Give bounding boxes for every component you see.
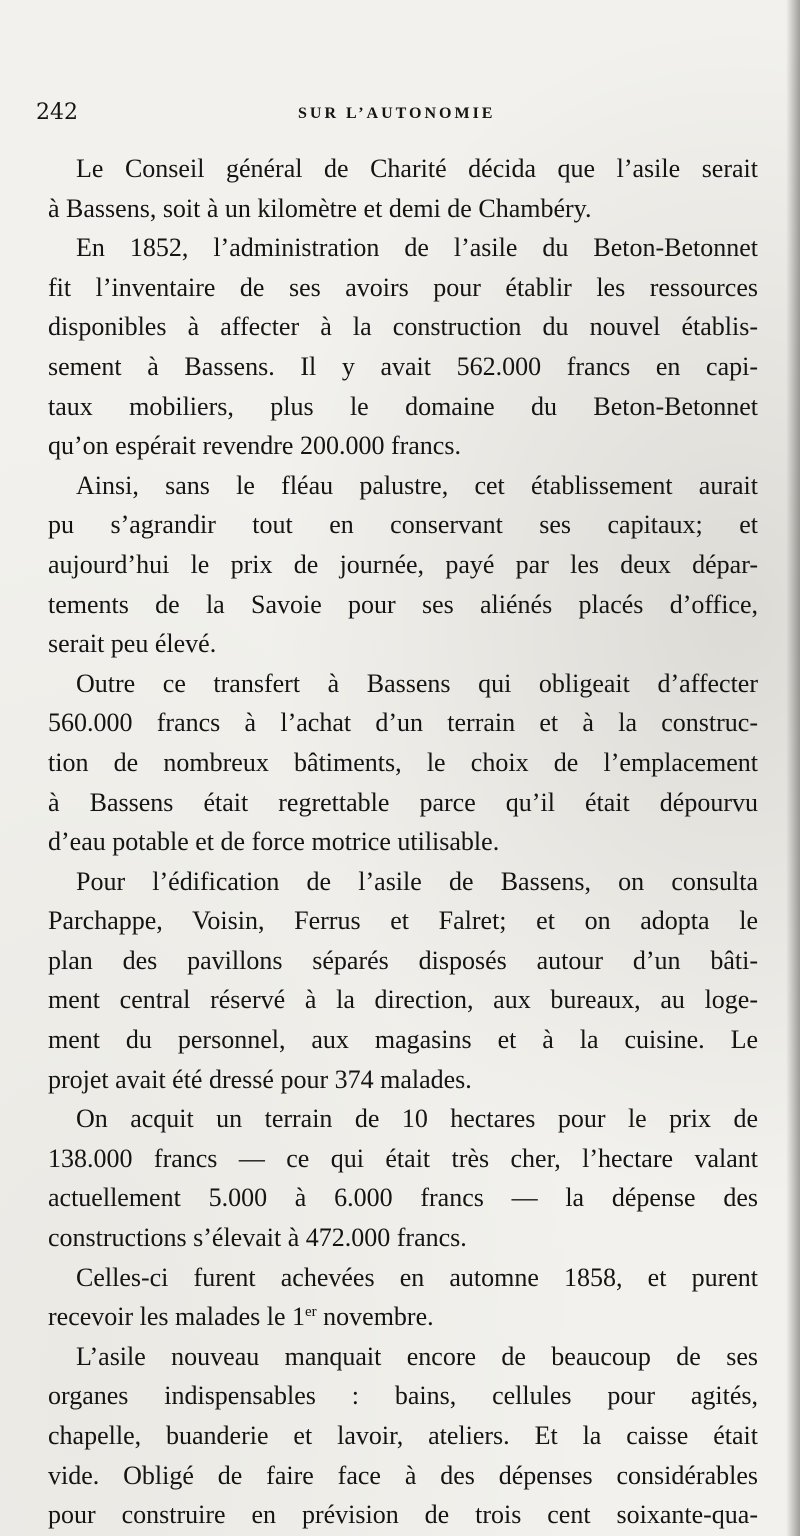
text-line xyxy=(48,862,758,902)
text-line-content: fit l’inventaire de ses avoirs pour établir les ressources xyxy=(48,272,758,302)
page-gutter-shadow xyxy=(786,0,800,1536)
text-line xyxy=(48,664,758,704)
text-line-content: L’asile nouveau manquait encore de beaucoup de ses xyxy=(76,1341,758,1371)
text-line xyxy=(48,149,758,189)
text-line-content: qu’on espérait revendre 200.000 francs. xyxy=(48,431,461,461)
text-line-content: En 1852, l’administration de l’asile du Beton-Betonnet xyxy=(76,233,758,263)
text-line-content: ment du personnel, aux magasins et à la cuisine. Le xyxy=(48,1025,758,1055)
text-line-content: chapelle, buanderie et lavoir, ateliers. Et la caisse était xyxy=(48,1421,758,1450)
text-line xyxy=(48,1337,758,1377)
text-line xyxy=(48,624,758,664)
text-line-content: Outre ce transfert à Bassens qui obligeait d’affecter xyxy=(76,668,758,698)
running-header xyxy=(36,100,776,134)
text-line-content: aujourd’hui le prix de journée, payé par les deux dépar- xyxy=(48,549,758,579)
text-line xyxy=(48,268,758,308)
text-line xyxy=(48,783,758,823)
text-line xyxy=(48,941,758,981)
text-line xyxy=(48,703,758,743)
text-line-content: à Bassens, soit à un kilomètre et demi de Chambéry. xyxy=(48,193,592,223)
page-number: 242 xyxy=(36,100,78,125)
text-line-content: 138.000 francs — ce qui était très cher, l’hectare valant xyxy=(48,1143,758,1173)
text-line-content: pu s’agrandir tout en conservant ses capitaux; et xyxy=(48,510,758,540)
text-line xyxy=(48,1060,758,1100)
text-line xyxy=(48,228,758,268)
text-line xyxy=(48,189,758,229)
text-line-content: sement à Bassens. Il y avait 562.000 francs en capi- xyxy=(48,351,758,381)
text-line xyxy=(48,1297,758,1337)
text-line-continuation: novembre. xyxy=(316,1302,434,1332)
text-line xyxy=(48,743,758,783)
text-line-content: d’eau potable et de force motrice utilisable. xyxy=(48,827,500,857)
text-line-content: 560.000 francs à l’achat d’un terrain et à la construc- xyxy=(48,708,758,738)
text-line xyxy=(48,901,758,941)
text-line-content: On acquit un terrain de 10 hectares pour le prix de xyxy=(76,1104,758,1134)
text-line-content: Ainsi, sans le fléau palustre, cet établissement aurait xyxy=(76,470,758,500)
text-line xyxy=(48,307,758,347)
text-line xyxy=(48,1139,758,1179)
text-line xyxy=(48,1178,758,1218)
text-line-content: Pour l’édification de l’asile de Bassens, on consulta xyxy=(76,866,758,896)
text-line xyxy=(48,466,758,506)
text-line xyxy=(48,1416,758,1456)
text-line xyxy=(48,822,758,862)
text-line-content: projet avait été dressé pour 374 malades. xyxy=(48,1064,472,1094)
text-line-content: à Bassens était regrettable parce qu’il était dépourvu xyxy=(48,787,758,817)
running-title: SUR L’AUTONOMIE xyxy=(298,105,496,122)
text-line-content: Le Conseil général de Charité décida que l’asile serait xyxy=(76,154,758,183)
body-text xyxy=(48,149,758,1535)
text-line xyxy=(48,545,758,585)
text-line-content: pour construire en prévision de trois cent soixante-qua- xyxy=(48,1500,758,1530)
text-line-content: serait peu élevé. xyxy=(48,629,217,659)
text-line xyxy=(48,387,758,427)
text-line xyxy=(48,1099,758,1139)
text-line-content: Celles-ci furent achevées en automne 1858, et purent xyxy=(76,1262,758,1292)
text-line xyxy=(48,585,758,625)
text-line xyxy=(48,1218,758,1258)
text-line xyxy=(48,1258,758,1298)
text-line xyxy=(48,1020,758,1060)
text-line-content: organes indispensables : bains, cellules pour agités, xyxy=(48,1381,758,1411)
text-line-content: actuellement 5.000 à 6.000 francs — la dépense des xyxy=(48,1183,758,1213)
text-line xyxy=(48,1456,758,1496)
text-line-content: plan des pavillons séparés disposés autour d’un bâti- xyxy=(48,945,758,975)
text-line-content: vide. Obligé de faire face à des dépenses considérables xyxy=(48,1460,758,1490)
text-line-content: Parchappe, Voisin, Ferrus et Falret; et on adopta le xyxy=(48,906,758,936)
text-line xyxy=(48,1495,758,1535)
text-line xyxy=(48,980,758,1020)
text-line-content: constructions s’élevait à 472.000 francs. xyxy=(48,1223,467,1253)
text-line xyxy=(48,347,758,387)
text-line xyxy=(48,426,758,466)
text-line xyxy=(48,1376,758,1416)
text-line-content: tion de nombreux bâtiments, le choix de l’emplacement xyxy=(48,747,758,777)
text-line-content: disponibles à affecter à la construction du nouvel établis- xyxy=(48,312,758,342)
text-line-content: recevoir les malades le 1 xyxy=(48,1302,305,1332)
text-line-content: taux mobiliers, plus le domaine du Beton-Betonnet xyxy=(48,391,758,421)
text-line xyxy=(48,505,758,545)
superscript: er xyxy=(305,1304,317,1321)
text-line-content: tements de la Savoie pour ses aliénés placés d’office, xyxy=(48,589,758,619)
text-line-content: ment central réservé à la direction, aux bureaux, au loge- xyxy=(48,985,758,1015)
